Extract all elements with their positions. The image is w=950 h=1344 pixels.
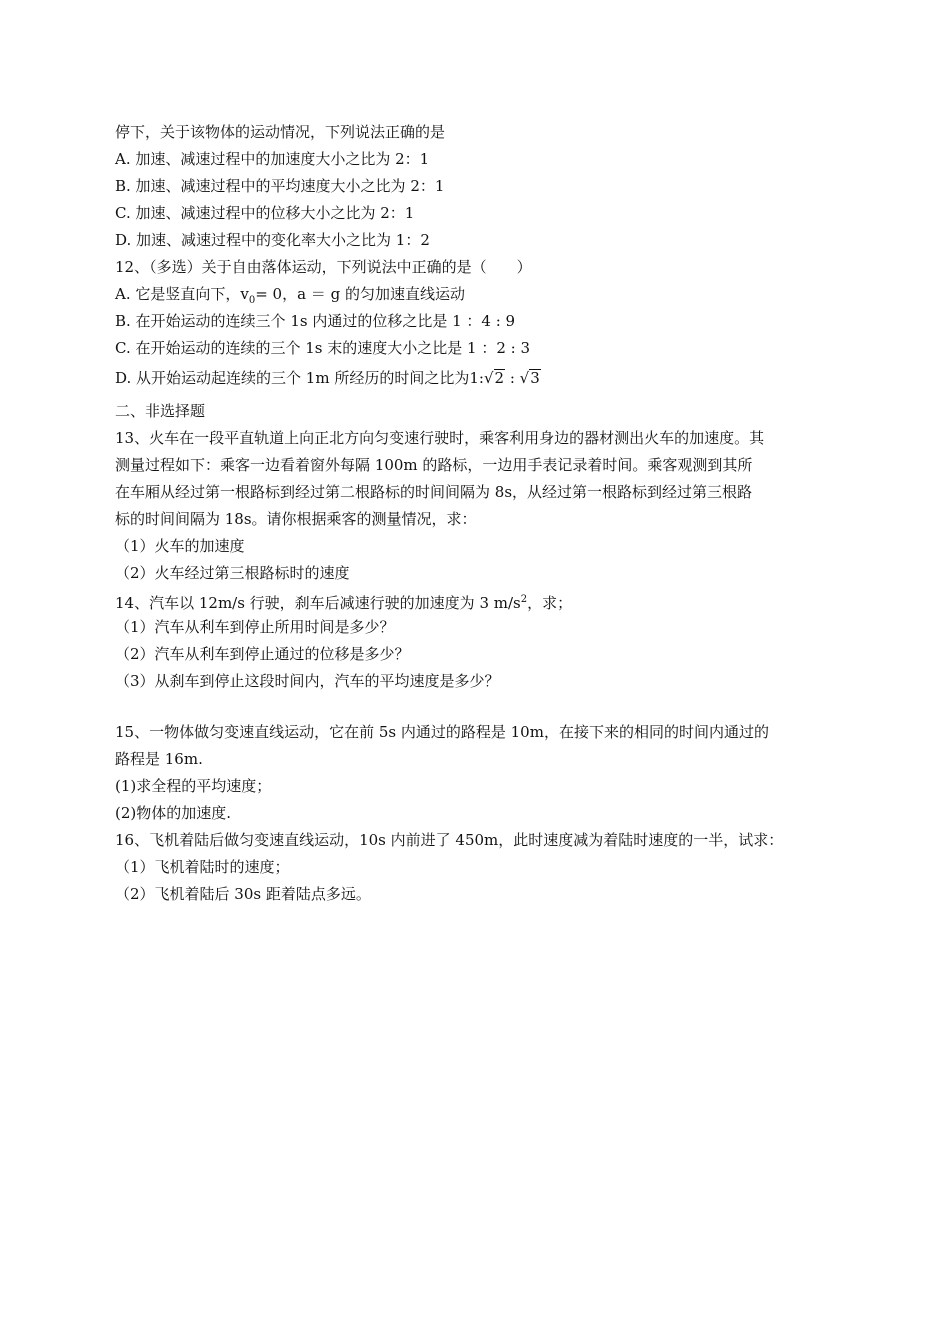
q13-line-4: 标的时间间隔为 18s。请你根据乘客的测量情况，求： [115,510,477,528]
q14-sub-3: （3）从刹车到停止这段时间内，汽车的平均速度是多少？ [115,672,500,690]
q12-option-a-subscript: 0 [248,295,256,306]
q14-stem [115,590,572,613]
q14-sub-1: （1）汽车从利车到停止所用时间是多少？ [115,618,395,636]
q11-option-d: D. 加速、减速过程中的变化率大小之比为 1：2 [115,231,430,249]
q16-sub-1: （1）飞机着陆时的速度； [115,858,290,876]
q14-superscript: 2 [520,594,528,605]
q12-option-c: C. 在开始运动的连续的三个 1s 末的速度大小之比是 1 ：2 : 3 [115,339,531,357]
q11-option-b: B. 加速、减速过程中的平均速度大小之比为 2：1 [115,177,445,195]
q14-sub-2: （2）汽车从利车到停止通过的位移是多少？ [115,645,410,663]
sqrt-3: 3 [530,369,540,387]
q15-line-1: 15、一物体做匀变速直线运动，它在前 5s 内通过的路程是 10m，在接下来的相同的时间内通过的 [115,723,769,741]
ratio-colon: : [505,369,520,387]
q12-option-a-text: A. 它是竖直向下，v [115,285,249,303]
q13-line-1: 13、火车在一段平直轨道上向正北方向匀变速行驶时，乘客利用身边的器材测出火车的加速度。其 [115,429,765,447]
q14-stem-text-2: ，求； [527,594,573,612]
q13-sub-2: （2）火车经过第三根路标时的速度 [115,564,350,582]
q11-option-a: A. 加速、减速过程中的加速度大小之比为 2：1 [115,150,430,168]
q11-stem-continued: 停下，关于该物体的运动情况，下列说法正确的是 [115,123,446,141]
q12-option-d [115,368,541,388]
section-heading: 二、非选择题 [115,402,206,420]
q11-option-c: C. 加速、减速过程中的位移大小之比为 2：1 [115,204,415,222]
sqrt-2: 2 [494,369,505,387]
ratio-one: 1: [469,369,484,387]
q16-stem: 16、飞机着陆后做匀变速直线运动，10s 内前进了 450m，此时速度减为着陆时速度的一半，试求： [115,831,784,849]
q12-stem: 12、（多选）关于自由落体运动，下列说法中正确的是（ ） [115,258,532,276]
q15-line-2: 路程是 16m. [115,750,203,768]
q13-line-3: 在车厢从经过第一根路标到经过第二根路标的时间间隔为 8s，从经过第一根路标到经过第三根路 [115,483,753,501]
q12-option-b: B. 在开始运动的连续三个 1s 内通过的位移之比是 1 ：4 : 9 [115,312,516,330]
q14-stem-text: 14、汽车以 12m/s 行驶，刹车后减速行驶的加速度为 3 m/s [115,594,521,612]
q12-option-a-text-2: = 0，a ＝ g 的匀加速直线运动 [255,285,465,303]
q13-line-2: 测量过程如下：乘客一边看着窗外每隔 100m 的路标，一边用手表记录着时间。乘客观测到其所 [115,456,753,474]
sqrt-sign-icon: √ [519,369,530,387]
sqrt-sign-icon: √ [483,369,494,387]
q12-option-a [115,284,465,311]
q16-sub-2: （2）飞机着陆后 30s 距着陆点多远。 [115,885,371,903]
q15-sub-1: (1)求全程的平均速度； [115,777,272,795]
q12-option-d-text: D. 从开始运动起连续的三个 1m 所经历的时间之比为 [115,369,470,387]
q15-sub-2: (2)物体的加速度. [115,804,232,822]
q13-sub-1: （1）火车的加速度 [115,537,245,555]
